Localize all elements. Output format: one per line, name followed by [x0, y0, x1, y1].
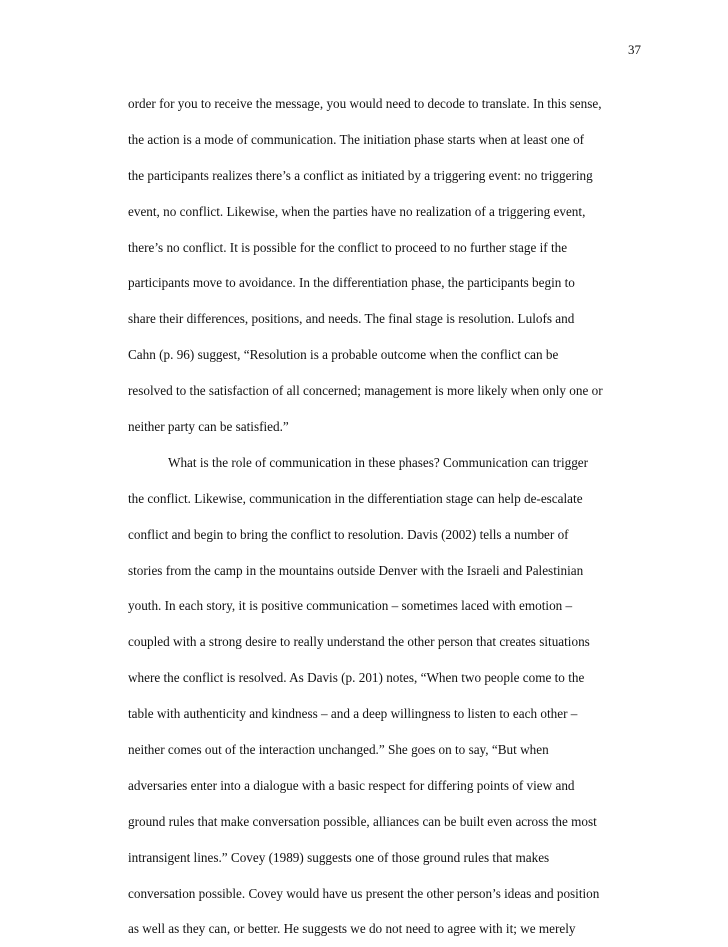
paragraph-start-line: What is the role of communication in these phases? Communication can trigger: [168, 454, 589, 470]
text-line: where the conflict is resolved. As Davis (p. 201) notes, “When two people come to the: [128, 670, 585, 686]
text-line: the action is a mode of communication. The initiation phase starts when at least one of: [128, 131, 585, 147]
text-line: resolved to the satisfaction of all concerned; management is more likely when only one or: [128, 383, 603, 399]
text-line: youth. In each story, it is positive communication – sometimes laced with emotion –: [128, 598, 573, 614]
text-line: order for you to receive the message, you would need to decode to translate. In this sense,: [128, 96, 602, 111]
body-text: [128, 86, 648, 947]
text-line: stories from the camp in the mountains outside Denver with the Israeli and Palestinian: [128, 562, 584, 578]
text-line: as well as they can, or better. He suggests we do not need to agree with it; we merely: [128, 921, 576, 937]
text-line: intransigent lines.” Covey (1989) suggests one of those ground rules that makes: [128, 849, 550, 865]
text-line: neither comes out of the interaction unchanged.” She goes on to say, “But when: [128, 742, 549, 758]
text-line: adversaries enter into a dialogue with a basic respect for differing points of view and: [128, 777, 575, 793]
text-line: participants move to avoidance. In the differentiation phase, the participants begin to: [128, 275, 575, 291]
text-line: the conflict. Likewise, communication in the differentiation stage can help de-escalate: [128, 490, 583, 506]
text-line: conversation possible. Covey would have us present the other person’s ideas and position: [128, 885, 600, 901]
text-line: ground rules that make conversation possible, alliances can be built even across the most: [128, 813, 597, 829]
text-line: conflict and begin to bring the conflict to resolution. Davis (2002) tells a number of: [128, 526, 569, 542]
text-line: coupled with a strong desire to really understand the other person that creates situations: [128, 634, 590, 650]
text-line: Cahn (p. 96) suggest, “Resolution is a probable outcome when the conflict can be: [128, 347, 559, 363]
page-number: 37: [628, 42, 641, 57]
text-line: there’s no conflict. It is possible for the conflict to proceed to no further stage if the: [128, 239, 568, 255]
text-line: the participants realizes there’s a conflict as initiated by a triggering event: no triggering: [128, 167, 593, 183]
text-line: share their differences, positions, and needs. The final stage is resolution. Lulofs and: [128, 311, 575, 327]
text-line: table with authenticity and kindness – and a deep willingness to listen to each other –: [128, 706, 578, 722]
text-line: event, no conflict. Likewise, when the parties have no realization of a triggering event,: [128, 203, 586, 219]
text-line: neither party can be satisfied.”: [128, 419, 289, 435]
